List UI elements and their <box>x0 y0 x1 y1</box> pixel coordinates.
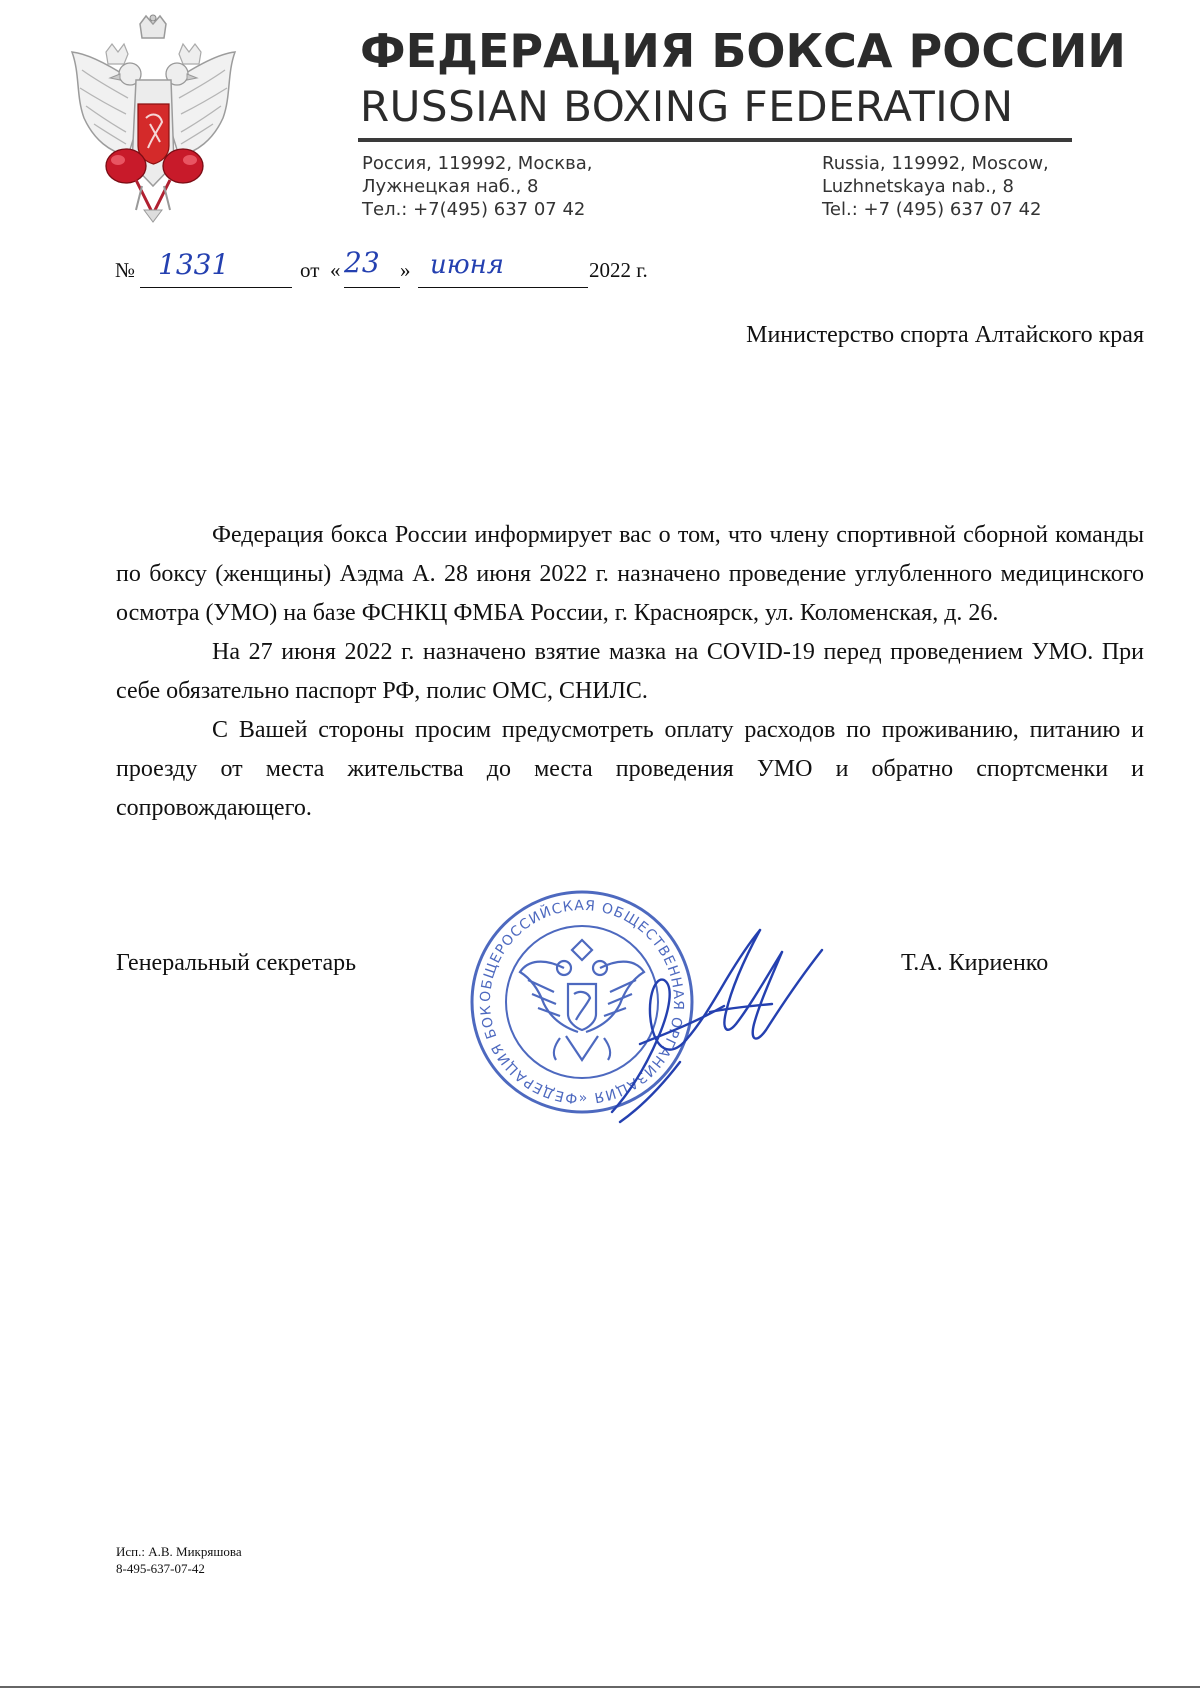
scan-bottom-edge <box>0 1686 1200 1688</box>
federation-emblem-icon <box>66 14 241 226</box>
recipient: Министерство спорта Алтайского края <box>746 322 1144 348</box>
reg-month-underline <box>418 287 588 288</box>
reg-from-label: от <box>300 258 320 282</box>
reg-year: 2022 г. <box>589 258 648 282</box>
body-paragraph: Федерация бокса России информирует вас о том, что члену спортивной сборной команды по боксу (женщины) Аэдма А. 28 июня 2022 г. назначено проведение углубленного медицинского осмотра (УМО) на базе ФСНКЦ ФМБА России, г. Красноярск, ул. Коломенская, д. 26. <box>116 522 1144 626</box>
address-en-line: Russia, 119992, Moscow, <box>822 153 1049 174</box>
body-paragraph: С Вашей стороны просим предусмотреть оплату расходов по проживанию, питанию и проезду от места жительства до места проведения УМО и обратно спортсменки и сопровождающего. <box>116 717 1144 821</box>
reg-quote-close: » <box>400 258 411 282</box>
signatory-title: Генеральный секретарь <box>116 950 357 976</box>
reg-day-handwritten: 23 <box>344 246 380 279</box>
reg-number-prefix: № <box>115 258 136 282</box>
address-ru-line: Тел.: +7(495) 637 07 42 <box>362 199 586 220</box>
address-ru-line: Лужнецкая наб., 8 <box>362 176 539 197</box>
org-name-en: RUSSIAN BOXING FEDERATION <box>360 82 1014 131</box>
address-ru <box>362 152 592 221</box>
executor-name: Исп.: А.В. Микряшова <box>116 1544 242 1559</box>
handwritten-signature-icon <box>600 916 840 1136</box>
reg-quote-open: « <box>330 258 341 282</box>
org-name-ru: ФЕДЕРАЦИЯ БОКСА РОССИИ <box>360 24 1126 78</box>
reg-day-underline <box>344 287 400 288</box>
executor-phone: 8-495-637-07-42 <box>116 1561 205 1576</box>
address-en-line: Luzhnetskaya nab., 8 <box>822 176 1014 197</box>
letter-body <box>116 516 1144 828</box>
signatory-name: Т.А. Кириенко <box>901 950 1049 976</box>
executor-info <box>116 1543 242 1577</box>
reg-month-handwritten: июня <box>430 250 504 280</box>
address-en <box>822 152 1049 221</box>
reg-number-handwritten: 1331 <box>158 248 230 281</box>
address-ru-line: Россия, 119992, Москва, <box>362 153 593 174</box>
address-en-line: Tel.: +7 (495) 637 07 42 <box>822 199 1042 220</box>
body-paragraph: На 27 июня 2022 г. назначено взятие мазка на COVID-19 перед проведением УМО. При себе обязательно паспорт РФ, полис ОМС, СНИЛС. <box>116 639 1144 704</box>
reg-number-underline <box>140 287 292 288</box>
stamp-ring-text: ОБЩЕРОССИЙСКАЯ ОБЩЕСТВЕННАЯ ОРГАНИЗАЦИЯ «ФЕДЕРАЦИЯ БОК <box>477 897 687 1107</box>
header-divider <box>358 138 1072 142</box>
